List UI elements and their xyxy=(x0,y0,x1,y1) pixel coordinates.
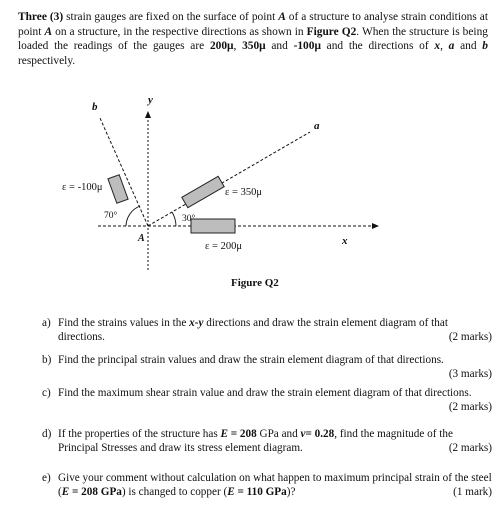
marks: (1 mark) xyxy=(453,485,492,498)
question-letter: e) xyxy=(42,472,51,484)
label-b: b xyxy=(92,101,98,113)
marks: (2 marks) xyxy=(448,441,492,454)
gauge-x-reading: ε = 200μ xyxy=(205,241,242,252)
figure-caption: Figure Q2 xyxy=(231,277,279,289)
figure-reference: Figure Q2 xyxy=(306,25,357,38)
label-point-a: A xyxy=(138,233,145,244)
gauge-count: Three (3) xyxy=(18,11,64,23)
label-y: y xyxy=(148,94,153,106)
b-direction xyxy=(100,118,148,226)
reading-2: 350μ xyxy=(242,40,266,53)
question-e: e) Give your comment without calculation on what happen to maximum principal strain of the steel (E = 208 GPa) is changed to copper (E = 110 GPa)? (1 mark) xyxy=(42,472,492,498)
angle-arc-b xyxy=(126,206,140,226)
label-x: x xyxy=(342,235,348,247)
gauge-a-reading: ε = 350μ xyxy=(225,187,262,198)
angle-b-label: 70° xyxy=(104,211,118,221)
gauge-b xyxy=(108,175,128,204)
question-letter: c) xyxy=(42,387,51,399)
question-c: c) Find the maximum shear strain value and draw the strain element diagram of that directions. (2 marks) xyxy=(42,387,492,413)
question-b: b) Find the principal strain values and draw the strain element diagram of that directions. (3 marks) xyxy=(42,354,492,380)
gauge-b-reading: ε = -100μ xyxy=(62,182,103,193)
question-a: a) Find the strains values in the x-y directions and draw the strain element diagram of that directions. (2 marks) xyxy=(42,317,492,343)
gauge-a xyxy=(182,176,224,207)
angle-a-label: 30° xyxy=(182,214,196,224)
question-letter: b) xyxy=(42,354,52,366)
marks: (2 marks) xyxy=(448,330,492,343)
question-letter: a) xyxy=(42,317,51,329)
question-letter: d) xyxy=(42,428,52,440)
marks: (3 marks) xyxy=(448,367,492,380)
reading-1: 200μ xyxy=(209,40,234,53)
question-d: d) If the properties of the structure has E = 208 GPa and ν= 0.28, find the magnitude of the Principal Stresses and draw its stress element diagram. (2 marks) xyxy=(42,428,492,454)
label-a: a xyxy=(314,120,320,132)
reading-3: -100μ xyxy=(293,40,321,53)
gauge-x xyxy=(191,219,235,233)
angle-arc-a xyxy=(172,212,176,226)
marks: (2 marks) xyxy=(448,400,492,413)
problem-statement: Three (3) strain gauges are fixed on the surface of point A of a structure to analyse strain conditions at point A on a structure, in the respective directions as shown in Figure Q2. When the structure is being loaded the readings of the gauges are 200μ, 350μ and -100μ and the directions of x, a and b respectively. xyxy=(18,11,488,67)
